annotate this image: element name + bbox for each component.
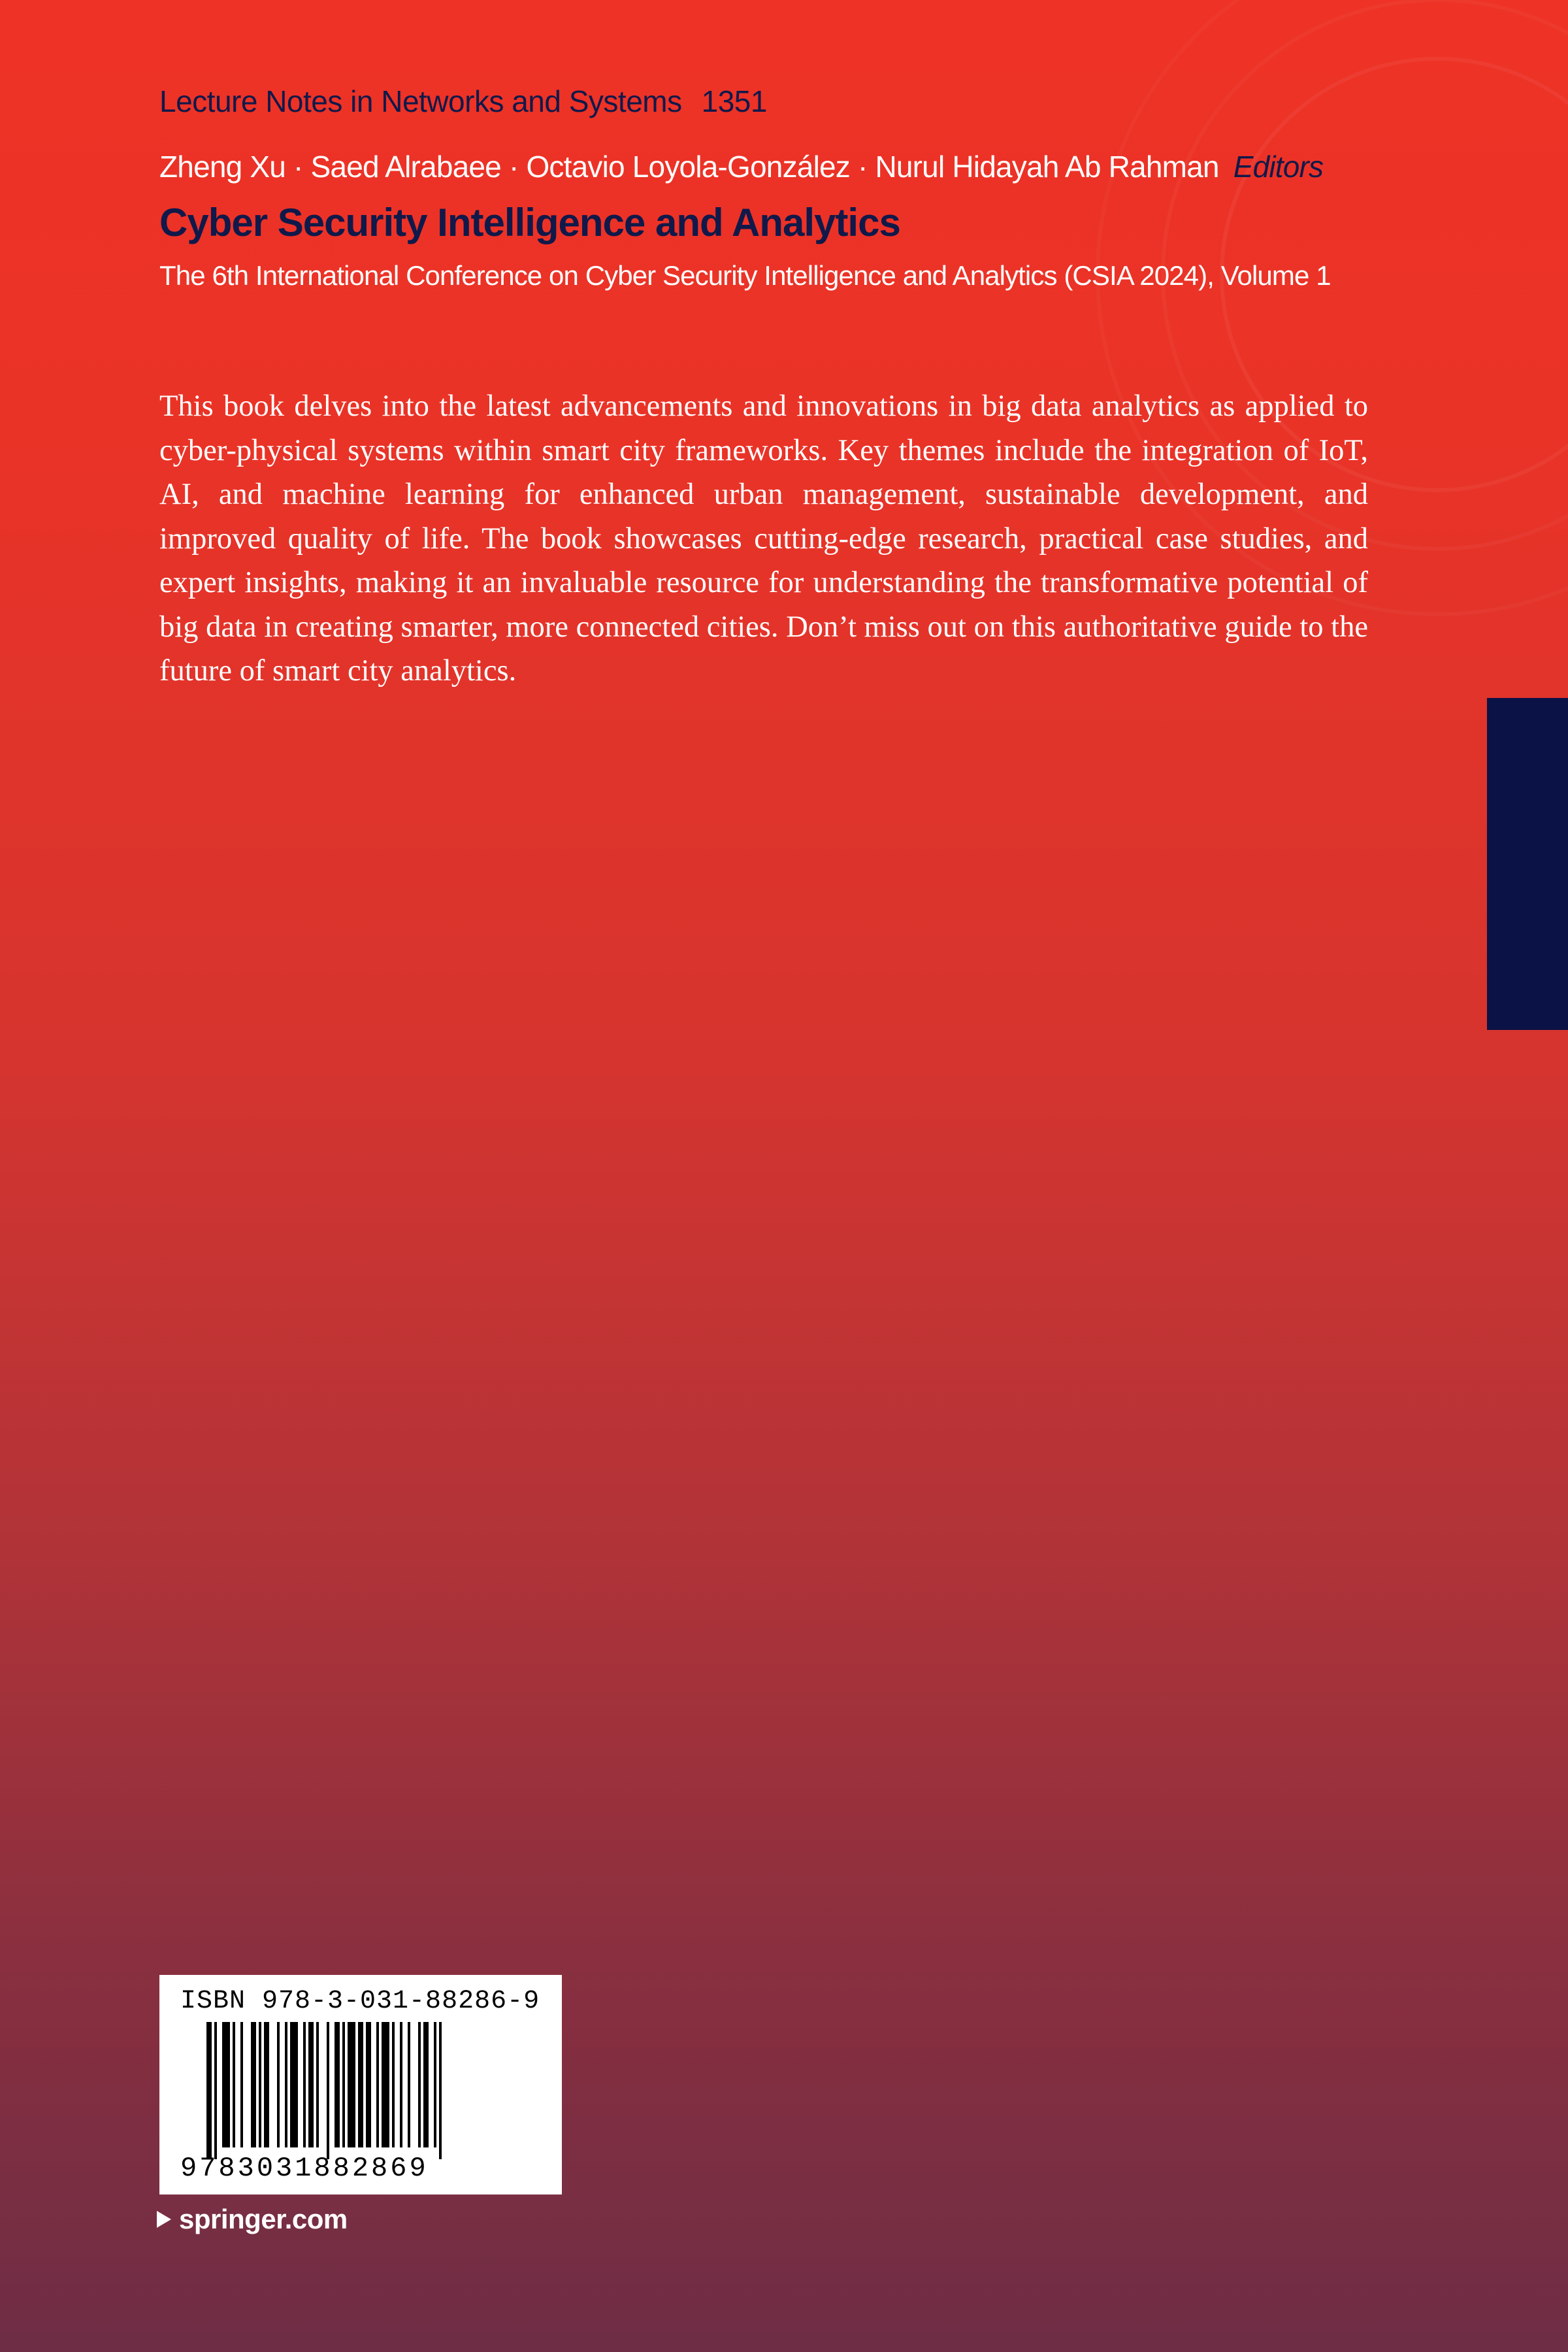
editor-names: Zheng Xu · Saed Alrabaee · Octavio Loyola-González · Nurul Hidayah Ab Rahman	[159, 150, 1219, 184]
barcode-bar	[376, 2022, 379, 2147]
barcode-bar	[222, 2022, 230, 2147]
barcode-bar	[251, 2022, 256, 2147]
publisher-url[interactable]: springer.com	[179, 2204, 348, 2234]
barcode-bar	[214, 2022, 217, 2159]
publisher-link[interactable]	[157, 2204, 348, 2235]
book-description: This book delves into the latest advancements and innovations in big data analytics as applied to cyber-physical systems within smart city frameworks. Key themes include the integration of IoT, AI, and machine learning for enhanced urban management, sustainable development, and improved quality of life. The book showcases cutting-edge research, practical case studies, and expert insights, making it an invaluable resource for understanding the transformative potential of big data in creating smarter, more connected cities. Don’t miss out on this authoritative guide to the future of smart city analytics.	[159, 389, 1368, 687]
barcode-bar	[382, 2022, 389, 2147]
barcode-bar	[308, 2022, 314, 2147]
series-line	[159, 84, 767, 119]
barcode-bar	[434, 2022, 436, 2147]
barcode-bar	[366, 2022, 371, 2147]
barcode-bar	[348, 2022, 355, 2147]
barcode-bar	[206, 2022, 212, 2159]
barcode-bar	[358, 2022, 363, 2147]
barcode-bar	[240, 2022, 243, 2147]
barcode-bar	[316, 2022, 319, 2147]
editors-role: Editors	[1233, 150, 1324, 184]
barcode-bar	[264, 2022, 269, 2147]
barcode-bar	[342, 2022, 345, 2147]
isbn-label: ISBN 978-3-031-88286-9	[180, 1987, 540, 2016]
barcode-bar	[290, 2022, 298, 2147]
barcode-bar	[327, 2022, 329, 2159]
barcode-bar	[423, 2022, 429, 2147]
barcode-bar	[285, 2022, 287, 2147]
book-subtitle: The 6th International Conference on Cyber Security Intelligence and Analytics (CSIA 2024), Volume 1	[159, 260, 1331, 291]
editors-line	[159, 149, 1323, 184]
barcode-digits: 9783031882869	[180, 2153, 429, 2184]
barcode-bar	[392, 2022, 395, 2147]
barcode-bar	[400, 2022, 402, 2147]
arrow-right-icon	[157, 2211, 171, 2228]
barcode-bar	[439, 2022, 442, 2159]
series-volume: 1351	[701, 84, 767, 118]
isbn-barcode-box	[159, 1975, 562, 2195]
barcode-bar	[418, 2022, 421, 2147]
barcode-bar	[259, 2022, 261, 2147]
series-name: Lecture Notes in Networks and Systems	[159, 84, 682, 118]
barcode-bar	[303, 2022, 306, 2147]
spine-color-tab	[1487, 698, 1568, 1030]
barcode-bar	[233, 2022, 235, 2147]
book-title: Cyber Security Intelligence and Analytics	[159, 201, 900, 244]
barcode-bar	[277, 2022, 280, 2147]
barcode-bar	[335, 2022, 340, 2147]
barcode-bar	[408, 2022, 410, 2147]
